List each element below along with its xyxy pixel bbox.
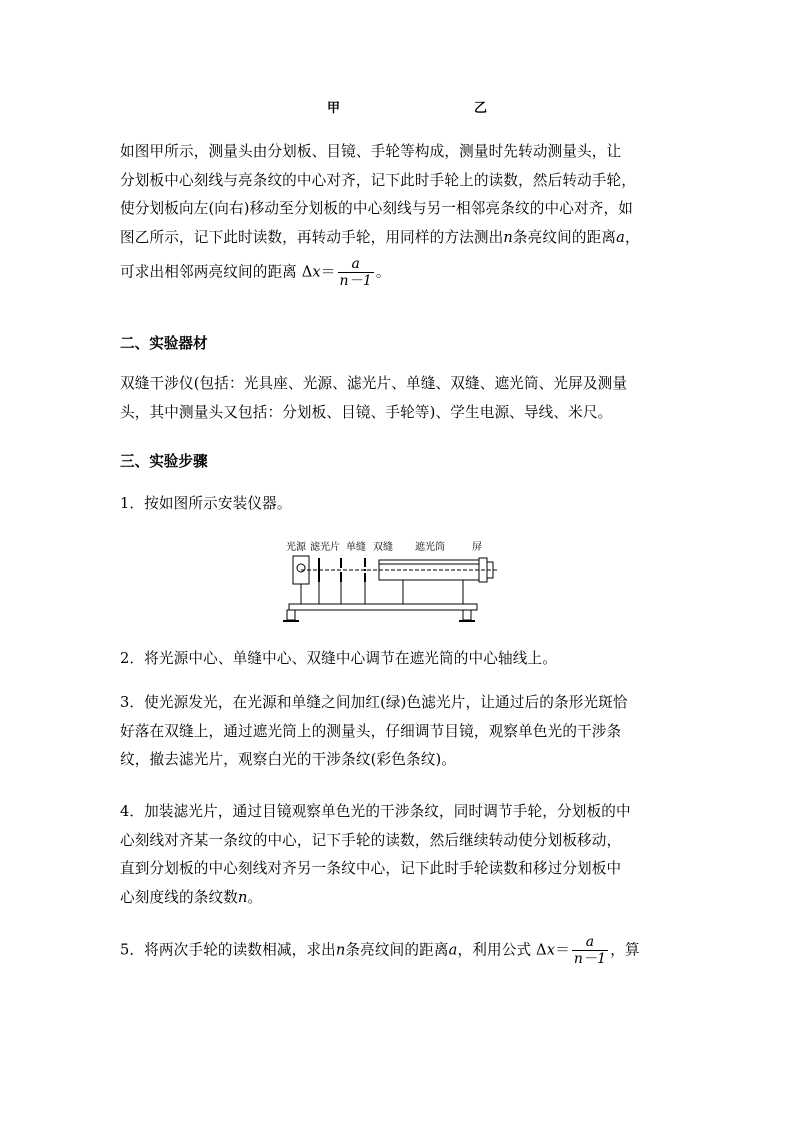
lamp-bulb-icon [297,564,305,572]
step-4-end: 。 [247,888,263,906]
step-3-line-1: 3．使光源发光，在光源和单缝之间加红(绿)色滤光片，让通过后的条形光斑恰 [120,694,628,711]
intro-line-5-end: 。 [375,263,391,281]
section-2-paragraph [120,370,680,427]
label-filter: 滤光片 [310,542,340,553]
step-5-fraction [572,934,608,967]
figure-labels [0,97,794,117]
step-3 [120,689,680,775]
label-double-slit: 双缝 [373,542,393,553]
step-5 [120,934,680,967]
fraction-denominator: n－1 [339,273,372,289]
fraction-formula [338,256,374,289]
intro-line-5 [120,256,680,289]
step-5-mid2: ，利用公式 Δ [457,941,547,959]
step-5-var-n: n [335,941,346,959]
step-4-line-1: 4．加装滤光片，通过目镜观察单色光的干涉条纹，同时调节手轮，分划板的中 [120,803,631,820]
bench-leg-right [463,610,471,620]
figure-label-yi: 乙 [474,101,488,116]
step-5-end: ，算 [610,941,640,959]
step-4-var-n: n [237,888,248,906]
step-3-line-2: 好落在双缝上，通过遮光筒上的测量头，仔细调节目镜，观察单色光的干涉条 [120,722,622,740]
intro-line-4 [120,224,680,253]
step-4 [120,798,680,912]
var-a: a [616,228,625,246]
intro-line-4-end: ， [624,228,640,246]
step-1: 1．按如图所示安装仪器。 [120,495,292,512]
var-n: n [503,228,513,246]
label-tube: 遮光筒 [415,542,445,553]
apparatus-diagram [283,538,507,622]
intro-line-3: 使分划板向左(向右)移动至分划板的中心刻线与另一相邻亮条纹的中心对齐，如 [120,200,633,217]
step-5-fraction-numerator: a [585,934,595,950]
label-screen: 屏 [472,542,482,553]
section-2-line-1: 双缝干涉仪(包括：光具座、光源、滤光片、单缝、双缝、遮光筒、光屏及测量 [120,375,628,392]
intro-line-5-start: 可求出相邻两亮纹间的距离 Δ [120,263,313,281]
step-5-var-x: x [546,941,556,959]
var-x: x [312,263,321,281]
step-4-line-4 [120,884,680,913]
label-single-slit: 单缝 [346,542,366,553]
label-light-source: 光源 [286,542,306,553]
step-5-start: 5．将两次手轮的读数相减，求出 [120,941,336,959]
step-5-mid: 条亮纹间的距离 [345,941,449,959]
section-3-heading: 三、实验步骤 [120,453,208,470]
apparatus-drawing [283,556,498,621]
section-2-line-2: 头，其中测量头又包括：分划板、目镜、手轮等)、学生电源、导线、米尺。 [120,403,613,421]
step-5-var-a: a [448,941,458,959]
intro-line-4-mid: 条亮纹间的距离 [512,228,617,246]
step-5-equals: ＝ [555,941,570,959]
bench-leg-left [287,610,295,620]
intro-line-1: 如图甲所示，测量头由分划板、目镜、手轮等构成，测量时先转动测量头，让 [120,143,622,160]
figure-label-jia: 甲 [327,101,341,116]
apparatus-svg [283,538,507,622]
step-4-line-2: 心刻线对齐某一条纹的中心，记下手轮的读数，然后继续转动使分划板移动， [120,831,622,849]
optical-bench-rail [289,604,477,610]
step-3-line-3: 纹，撤去滤光片，观察白光的干涉条纹(彩色条纹)。 [120,751,457,768]
intro-line-4-text: 图乙所示，记下此时读数，再转动手轮，用同样的方法测出 [120,228,504,246]
step-5-fraction-denominator: n－1 [573,951,607,967]
intro-paragraph [120,138,680,289]
step-2: 2．将光源中心、单缝中心、双缝中心调节在遮光筒的中心轴线上。 [120,650,558,667]
step-4-line-4-text: 心刻度线的条纹数 [120,888,238,906]
fraction-numerator: a [351,256,360,272]
equals-sign: ＝ [320,263,336,281]
section-2-heading: 二、实验器材 [120,335,208,352]
step-4-line-3: 直到分划板的中心刻线对齐另一条纹中心，记下此时手轮读数和移过分划板中 [120,860,622,877]
intro-line-2: 分划板中心刻线与亮条纹的中心对齐，记下此时手轮上的读数，然后转动手轮， [120,171,637,189]
